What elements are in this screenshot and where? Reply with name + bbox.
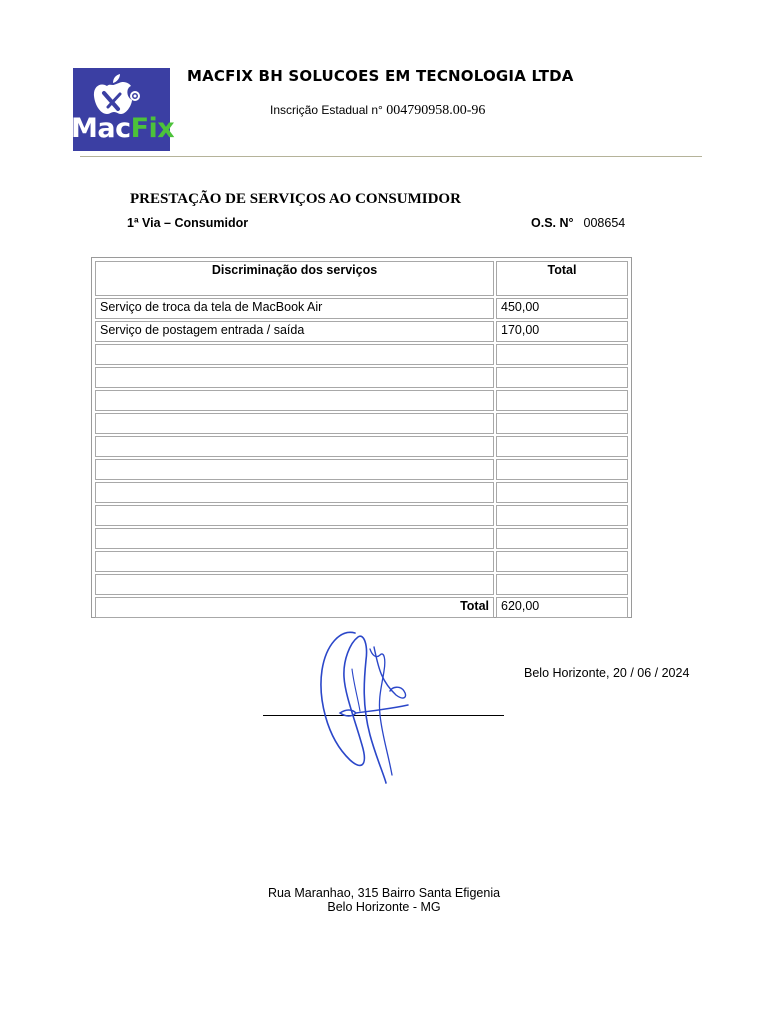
via-label: 1ª Via – Consumidor [127,216,249,230]
service-total [496,344,628,365]
service-description [95,344,494,365]
service-description: Serviço de postagem entrada / saída [95,321,494,342]
table-row [95,505,628,526]
company-name: MACFIX BH SOLUCOES EM TECNOLOGIA LTDA [187,67,574,85]
service-total [496,482,628,503]
service-description [95,390,494,411]
service-total [496,436,628,457]
table-row [95,551,628,572]
state-registration-number: 004790958.00-96 [386,103,486,118]
table-row [95,367,628,388]
header-services: Discriminação dos serviços [95,261,494,296]
company-logo [71,68,175,151]
table-row [95,298,628,319]
service-total: 170,00 [496,321,628,342]
address-line-1: Rua Maranhao, 315 Bairro Santa Efigenia [267,886,501,900]
table-total-row [95,597,628,618]
apple-wrench-icon [94,74,139,114]
service-total [496,574,628,595]
place-and-date: Belo Horizonte, 20 / 06 / 2024 [524,666,690,680]
company-address [0,886,768,914]
table-row [95,574,628,595]
service-description [95,528,494,549]
service-total [496,551,628,572]
os-label: O.S. N° [531,216,574,230]
table-row [95,528,628,549]
service-description: Serviço de troca da tela de MacBook Air [95,298,494,319]
table-row [95,459,628,480]
total-label: Total [95,597,494,618]
service-total [496,413,628,434]
service-description [95,367,494,388]
service-order-number [531,216,625,230]
city: Belo Horizonte, [524,666,610,680]
service-description [95,459,494,480]
document-title: PRESTAÇÃO DE SERVIÇOS AO CONSUMIDOR [130,191,461,207]
header-divider [80,156,702,157]
service-total [496,459,628,480]
table-header-row [95,261,628,296]
state-registration [270,103,485,119]
service-description [95,413,494,434]
header-total: Total [496,261,628,296]
state-registration-label: Inscrição Estadual n° [270,103,383,117]
table-row [95,482,628,503]
service-description [95,482,494,503]
date-year: 2024 [661,666,690,680]
total-value: 620,00 [496,597,628,618]
service-description [95,574,494,595]
address-line-2: Belo Horizonte - MG [327,900,441,914]
service-total [496,367,628,388]
service-total: 450,00 [496,298,628,319]
table-row [95,390,628,411]
os-value: 008654 [583,216,626,230]
service-description [95,505,494,526]
logo-text-mac: Mac [71,113,131,144]
signature [300,625,420,790]
service-description [95,436,494,457]
service-total [496,390,628,411]
table-row [95,321,628,342]
service-total [496,528,628,549]
table-row [95,344,628,365]
service-total [496,505,628,526]
logo-text-fix: Fix [130,113,175,144]
services-table [91,257,632,618]
date-month: 06 [637,666,652,680]
date-day: 20 [612,666,627,680]
service-description [95,551,494,572]
table-row [95,436,628,457]
table-row [95,413,628,434]
